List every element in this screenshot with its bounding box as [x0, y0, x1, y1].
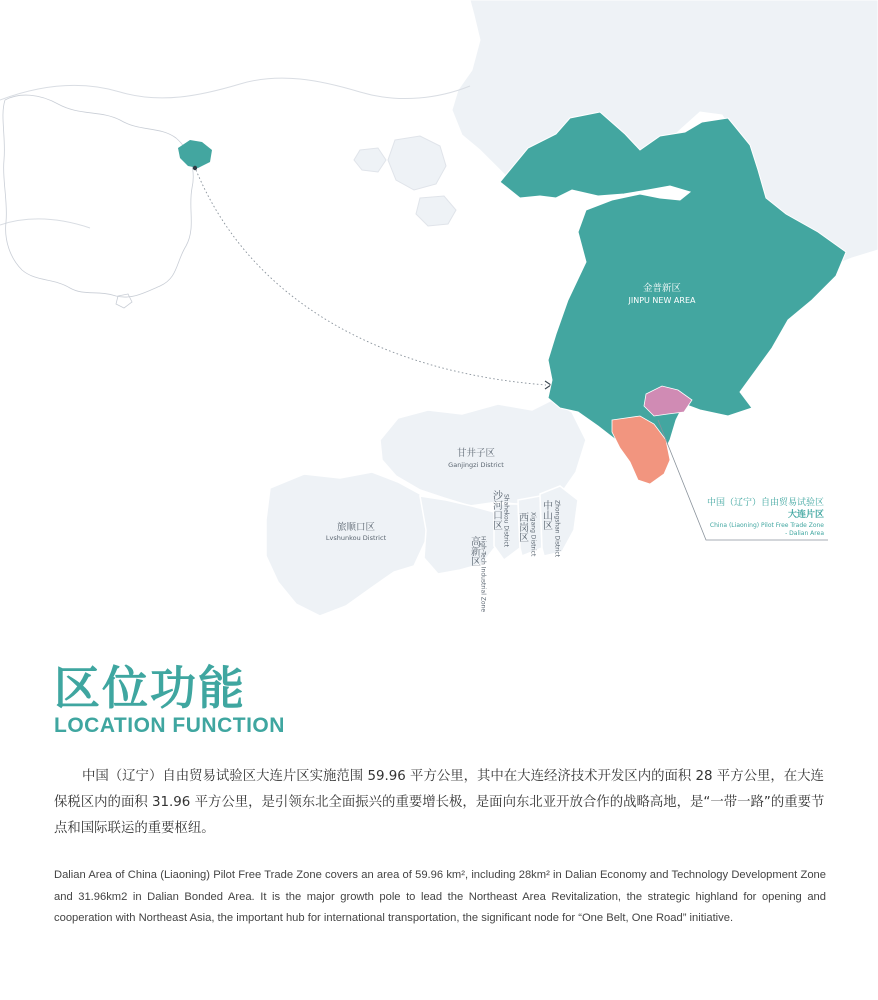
zhongshan-label-en: Zhongshan District [553, 500, 561, 558]
jinpu-label-en: JINPU NEW AREA [628, 296, 696, 305]
china-outline [3, 95, 193, 297]
island [388, 136, 446, 190]
shahekou-label-en: Shahekou District [502, 494, 510, 547]
xigang-label-en: Xigang District [529, 512, 537, 557]
island [354, 148, 386, 172]
ganjingzi-label-zh: 甘井子区 [456, 448, 496, 459]
hainan-island [116, 294, 132, 308]
dalian-marker [193, 166, 197, 170]
section-title-zh: 区位功能 [54, 661, 246, 715]
ftz-label-zh-line2: 大连片区 [787, 510, 824, 520]
northwest-coast-2 [0, 219, 90, 228]
lvshunkou-label-en: Lvshunkou District [325, 534, 387, 542]
jinpu-label-zh: 金普新区 [642, 283, 682, 294]
lvshunkou-district-shape [266, 472, 430, 616]
xigang-label-zh: 西岗区 [516, 512, 528, 542]
gaoxin-label-zh: 高新区 [468, 536, 480, 566]
gaoxin-label-en: High-Tech Industrial Zone [479, 536, 487, 613]
ftz-label-en-line2: - Dalian Area [785, 530, 824, 537]
zhongshan-label-zh: 中山区 [540, 500, 552, 530]
lvshunkou-label-zh: 旅顺口区 [336, 522, 376, 533]
section-title-en: LOCATION FUNCTION [54, 714, 285, 737]
body-paragraph-en: Dalian Area of China (Liaoning) Pilot Free Trade Zone covers an area of 59.96 km², including 28km² in Dalian Economy and Technology Development Zone and 31.96km2 in Dalian Bonded Area. It is the major growth pole to lead the Northeast Area Revitalization, the strategic highland for opening and cooperation with Northeast Asia, the important hub for international transportation, the significant node for “One Belt, One Road” initiative. [54, 869, 826, 924]
northwest-coast [0, 78, 470, 100]
connector-line [196, 170, 546, 385]
ganjingzi-label-en: Ganjingzi District [448, 461, 504, 469]
ftz-label-en-line1: China (Liaoning) Pilot Free Trade Zone [709, 522, 824, 529]
ftz-label-zh-line1: 中国（辽宁）自由贸易试验区 [706, 498, 824, 508]
liaoning-highlight [178, 140, 212, 168]
body-paragraph-zh: 中国（辽宁）自由贸易试验区大连片区实施范围 59.96 平方公里，其中在大连经济技术开发区内的面积 28 平方公里，在大连保税区内的面积 31.96 平方公里，是引领东北全面振兴的重要增长极，是面向东北亚开放合作的战略高地，是“一带一路”的重要节点和国际联运的重要枢纽。 [54, 769, 825, 836]
island [416, 196, 456, 226]
shahekou-label-zh: 沙河口区 [490, 490, 502, 530]
